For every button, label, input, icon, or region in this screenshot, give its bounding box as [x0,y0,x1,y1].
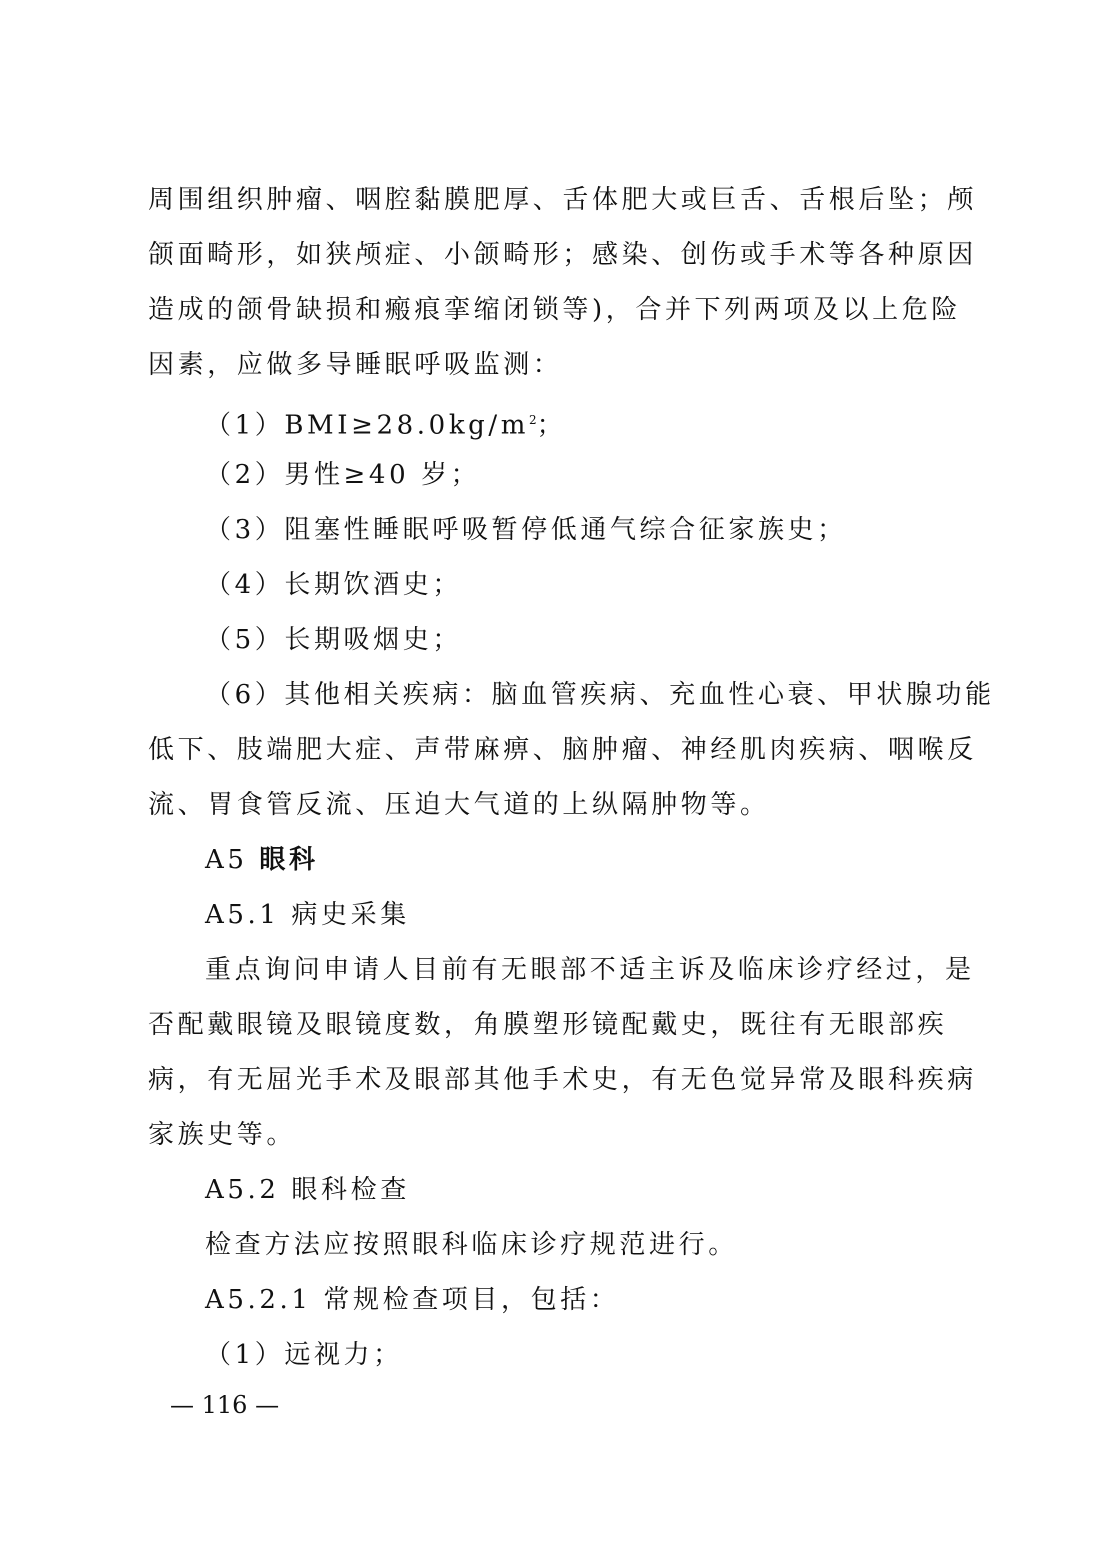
paragraph-line: 否配戴眼镜及眼镜度数，角膜塑形镜配戴史，既往有无眼部疾 [148,1010,948,1040]
list-item-bmi [205,393,965,447]
bmi-suffix: ； [536,410,567,441]
paragraph-line: 低下、肢端肥大症、声带麻痹、脑肿瘤、神经肌肉疾病、咽喉反 [148,735,977,765]
paragraph-line: 家族史等。 [148,1120,297,1150]
list-item: （2）男性≥40 岁； [205,460,481,490]
paragraph-line: 流、胃食管反流、压迫大气道的上纵隔肿物等。 [148,790,770,820]
paragraph-line: 检查方法应按照眼科临床诊疗规范进行。 [205,1230,738,1260]
paragraph-line: 重点询问申请人目前有无眼部不适主诉及临床诊疗经过，是 [205,955,975,985]
list-item: （1）远视力； [205,1340,403,1370]
subsection-heading-a5-2: A5.2 眼科检查 [205,1175,410,1205]
list-item: （5）长期吸烟史； [205,625,462,655]
list-item: （3）阻塞性睡眠呼吸暂停低通气综合征家族史； [205,515,847,545]
paragraph-line: 病，有无屈光手术及眼部其他手术史，有无色觉异常及眼科疾病 [148,1065,977,1095]
bmi-superscript: 2 [529,413,537,427]
list-item: （4）长期饮酒史； [205,570,462,600]
bmi-text: （1）BMI≥28.0kg/m [205,410,530,441]
section-title: 眼科 [259,845,319,875]
paragraph-line: 造成的颌骨缺损和瘢痕挛缩闭锁等)，合并下列两项及以上危险 [148,295,961,325]
paragraph-line: 因素，应做多导睡眠呼吸监测： [148,350,563,380]
paragraph-line: 颌面畸形，如狭颅症、小颌畸形；感染、创伤或手术等各种原因 [148,240,977,270]
subsection-heading-a5-2-1: A5.2.1 常规检查项目，包括： [205,1285,620,1315]
section-heading-a5 [205,833,965,887]
subsection-heading-a5-1: A5.1 病史采集 [205,900,410,930]
section-number: A5 [205,845,260,875]
page-number: — 116 — [170,1391,280,1419]
list-item: （6）其他相关疾病：脑血管疾病、充血性心衰、甲状腺功能 [205,680,995,710]
paragraph-line: 周围组织肿瘤、咽腔黏膜肥厚、舌体肥大或巨舌、舌根后坠；颅 [148,185,977,215]
